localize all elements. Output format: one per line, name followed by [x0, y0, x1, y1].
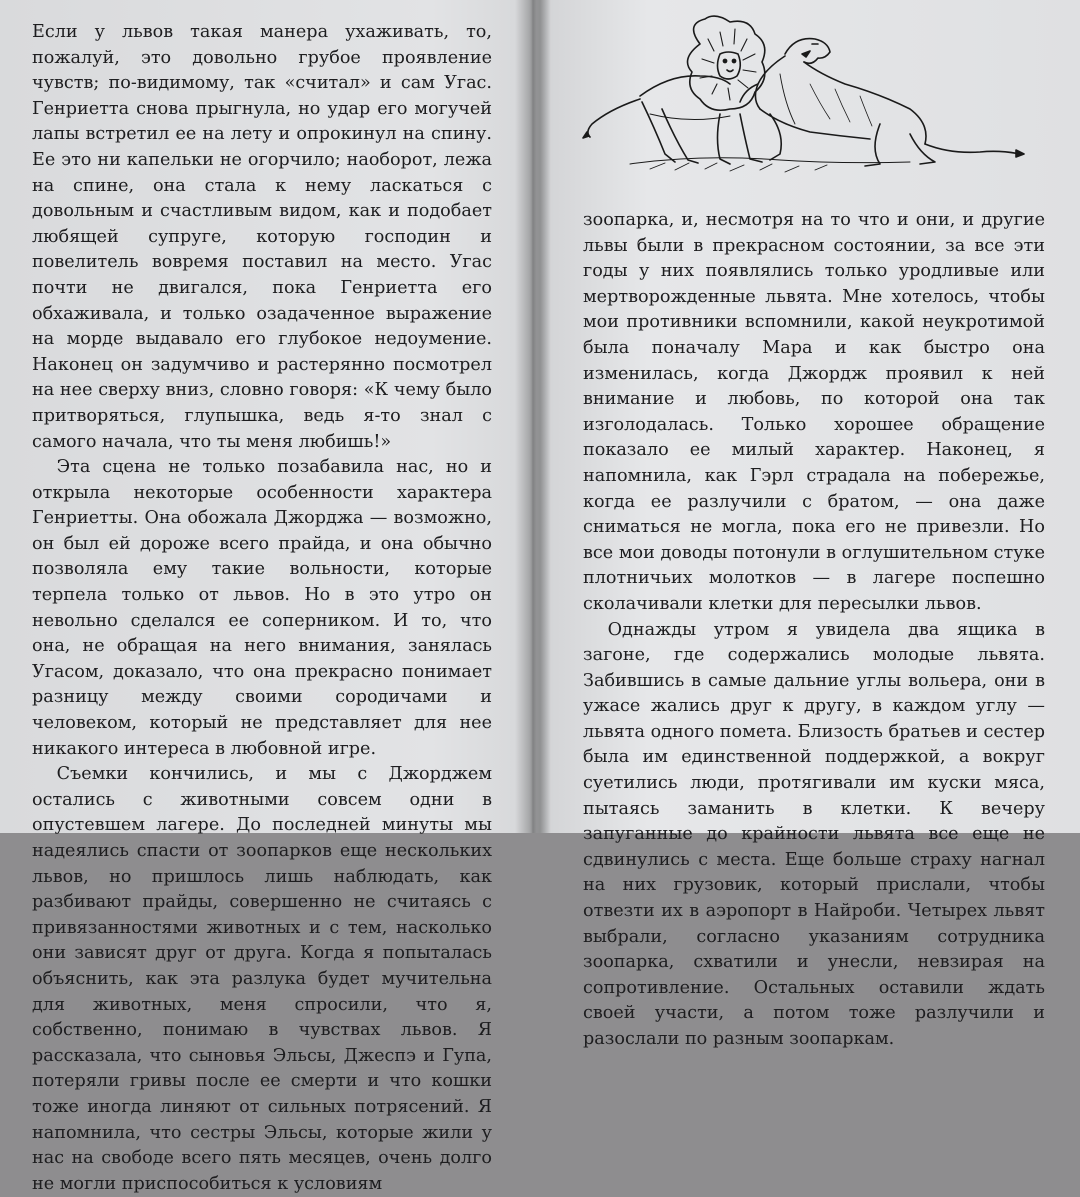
right-page-text	[583, 208, 1045, 1053]
paragraph: зоопарка, и, несмотря на то что и они, и другие львы были в прекрасном состоянии, за все эти годы у них появлялись только уродливые или мертворожденные львята. Мне хотелось, чтобы мои противники вспомнили, какой неукротимой была поначалу Мара и как быстро она изменилась, когда Джордж проявил к ней внимание и любовь, по которой она так изголодалась. Только хорошее обращение показало ее милый характер. Наконец, я напомнила, как Гэрл страдала на побережье, когда ее разлучили с братом, — она даже сниматься не могла, пока его не привезли. Но все мои доводы потонули в оглушительном стуке плотничьих молотков — в лагере поспешно сколачивали клетки для пересылки львов.	[583, 210, 1045, 614]
paragraph: Эта сцена не только позабавила нас, но и открыла некоторые особенности характера Генриетты. Она обожала Джорджа — возможно, он был ей дороже всего прайда, и она обычно позволяла ему такие вольности, которые терпела только от львов. Но в это утро он невольно сделался ее соперником. И то, что она, не обращая на него внимания, занялась Угасом, доказало, что она прекрасно понимает разницу между своими сородичами и человеком, который не представляет для нее никакого интереса в любовной игре.	[32, 457, 492, 759]
lions-fighting-illustration	[580, 14, 1025, 184]
paragraph: Однажды утром я увидела два ящика в загоне, где содержались молодые львята. Забившись в самые дальние углы вольера, они в ужасе жались друг к другу, в каждом углу — львята одного помета. Близость братьев и сестер была им единственной поддержкой, а вокруг суетились люди, протягивали им куски мяса, пытаясь заманить в клетки. К вечеру запуганные до крайности львята все еще не сдвинулись с места. Еще больше страху нагнал на них грузовик, который прислали, чтобы отвезти их в аэропорт в Найроби. Четырех львят выбрали, согласно указаниям сотрудника зоопарка, схватили и унесли, невзирая на сопротивление. Остальных оставили ждать своей участи, а потом тоже разлучили и разослали по разным зоопаркам.	[583, 619, 1045, 1049]
paragraph: Съемки кончились, и мы с Джорджем остались с животными совсем одни в опустевшем лагере. До последней минуты мы надеялись спасти от зоопарков еще нескольких львов, но пришлось лишь наблюдать, как разбивают прайды, совершенно не считаясь с привязанностями животных и с тем, насколько они зависят друг от друга. Когда я попыталась объяснить, как эта разлука будет мучительна для животных, меня спросили, что я, собственно, понимаю в чувствах львов. Я рассказала, что сыновья Эльсы, Джеспэ и Гупа, потеряли гривы после ее смерти и что кошки тоже иногда линяют от сильных потрясений. Я напомнила, что сестры Эльсы, которые жили у нас на свободе всего пять месяцев, очень долго не могли приспособиться к условиям	[32, 764, 492, 1194]
left-page-text	[32, 20, 492, 1197]
left-page	[0, 0, 520, 1194]
right-page	[545, 0, 1080, 1049]
paragraph: Если у львов такая манера ухаживать, то, пожалуй, это довольно грубое проявление чувств; по-видимому, так «считал» и сам Угас. Генриетта снова прыгнула, но удар его могучей лапы встретил ее на лету и опрокинул на спину. Ее это ни капельки не огорчило; наоборот, лежа на спине, она стала к нему ласкаться с довольным и счастливым видом, как и подобает любящей супруге, которую господин и повелитель вовремя поставил на место. Угас почти не двигался, пока Генриетта его обхаживала, и только озадаченное выражение на морде выдавало его глубокое недоумение. Наконец он задумчиво и растерянно посмотрел на нее сверху вниз, словно говоря: «К чему было притворяться, глупышка, ведь я-то знал с самого начала, что ты меня любишь!»	[32, 22, 492, 452]
